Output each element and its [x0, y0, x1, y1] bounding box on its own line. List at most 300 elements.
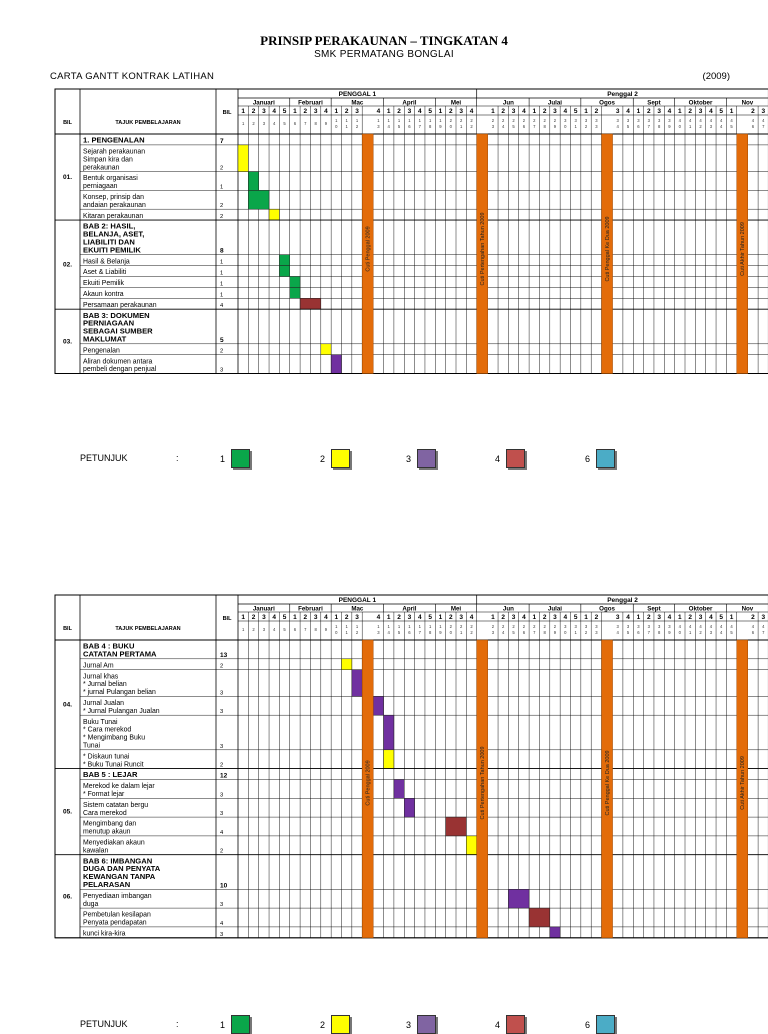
schedule-bar [404, 798, 414, 817]
week-number: 1 [241, 108, 245, 115]
document-title: PRINSIP PERAKAUNAN – TINGKATAN 4 [260, 33, 508, 48]
week-number: 4 [417, 108, 422, 115]
week-seq-ones: 6 [522, 630, 526, 635]
schedule-bar [373, 696, 383, 715]
term-2-header: Penggal 2 [607, 597, 638, 604]
legend-number: 2 [320, 453, 326, 464]
schedule-bar [331, 355, 341, 374]
gantt-table-1 [0, 86, 768, 446]
week-number: 4 [563, 108, 568, 115]
week-seq-ones: 2 [355, 124, 359, 129]
week-seq-ones: 7 [418, 630, 421, 635]
legend-number: 4 [495, 1019, 501, 1030]
week-seq-ones: 3 [377, 630, 380, 635]
week-seq-ones: 7 [762, 124, 765, 129]
week-seq-tens: 1 [397, 118, 401, 123]
week-seq-tens: 4 [762, 624, 765, 629]
table-border [55, 595, 768, 938]
week-number: 5 [282, 108, 287, 115]
week-seq: 3 [262, 627, 266, 632]
week-seq-ones: 3 [709, 124, 713, 129]
hours-value: 1 [220, 292, 224, 299]
week-seq-ones: 1 [460, 124, 463, 129]
legend-number: 2 [320, 1019, 326, 1030]
week-number: 2 [501, 614, 506, 621]
week-seq-tens: 2 [522, 624, 526, 629]
week-seq-tens: 3 [584, 118, 588, 123]
schedule-bar [300, 298, 321, 309]
week-seq-ones: 8 [543, 630, 546, 635]
week-seq-ones: 2 [470, 124, 473, 129]
legend-swatch [417, 449, 436, 468]
week-number: 1 [334, 614, 339, 621]
group-number: 04. [62, 701, 73, 709]
week-seq: 2 [252, 121, 255, 126]
month-label: Oktober [688, 99, 713, 107]
week-number: 4 [667, 614, 672, 621]
month-label: Januari [252, 99, 275, 107]
hours-value: 4 [220, 920, 224, 927]
subtopic-title: * jurnal Pulangan belian [83, 689, 156, 697]
week-number: 3 [553, 614, 557, 621]
week-number: 5 [428, 614, 432, 621]
week-seq: 3 [262, 121, 266, 126]
week-seq: 4 [273, 627, 276, 632]
topic-heading: BAB 5 : LEJAR [83, 770, 138, 780]
month-label: Sept [647, 605, 661, 613]
week-number: 3 [313, 614, 318, 621]
week-seq-tens: 2 [449, 118, 452, 123]
subtopic-title: menutup akaun [83, 828, 131, 836]
legend-item [320, 1015, 350, 1034]
week-number: 3 [657, 614, 661, 621]
week-number: 1 [636, 108, 641, 115]
week-number: 2 [303, 108, 308, 115]
week-seq-ones: 6 [522, 124, 526, 129]
week-seq-tens: 2 [502, 624, 505, 629]
week-number: 2 [251, 108, 256, 115]
week-number: 4 [522, 108, 526, 115]
week-seq-tens: 3 [584, 624, 588, 629]
week-seq-tens: 4 [709, 118, 713, 123]
legend-swatch [331, 1015, 350, 1034]
week-seq-tens: 1 [387, 624, 390, 629]
week-seq-tens: 2 [460, 624, 463, 629]
week-seq-ones: 6 [751, 124, 755, 129]
week-seq-ones: 8 [657, 124, 661, 129]
week-seq-ones: 5 [730, 124, 733, 129]
week-number: 1 [532, 614, 537, 621]
hours-value: 1 [220, 259, 224, 266]
topic-heading: BAB 6: IMBANGAN [83, 856, 153, 866]
week-seq-ones: 7 [418, 124, 421, 129]
subtopic-title: Buku Tunai [83, 718, 118, 726]
topic-heading: DUGA DAN PENYATA [83, 864, 161, 874]
subtopic-title: duga [83, 900, 99, 908]
subtopic-title: * Cara merekod [83, 726, 132, 734]
week-seq: 5 [283, 121, 286, 126]
legend-number: 1 [220, 1019, 226, 1030]
week-number: 2 [646, 108, 651, 115]
legend-swatch [596, 449, 615, 468]
week-seq-ones: 3 [377, 124, 380, 129]
week-seq-tens: 2 [543, 624, 546, 629]
week-seq-ones: 0 [335, 630, 338, 635]
group-number: 01. [62, 174, 73, 182]
week-number: 1 [584, 108, 588, 115]
week-seq-tens: 2 [470, 624, 473, 629]
week-seq-tens: 3 [668, 624, 671, 629]
week-number: 3 [698, 108, 703, 115]
month-label: Julai [547, 99, 563, 107]
week-seq-tens: 2 [502, 118, 505, 123]
week-seq-ones: 4 [502, 630, 505, 635]
topic-heading: EKUITI PEMILIK [83, 245, 141, 255]
week-number: 4 [376, 108, 381, 115]
subtopic-title: Menyediakan akaun [83, 839, 145, 847]
subtopic-title: perniagaan [83, 183, 118, 191]
week-seq-ones: 2 [355, 630, 359, 635]
hours-value: 2 [220, 203, 224, 210]
week-seq-ones: 0 [564, 124, 567, 129]
hours-value: 1 [220, 184, 224, 191]
legend-item [585, 1015, 615, 1034]
week-number: 3 [313, 108, 318, 115]
week-seq-ones: 1 [345, 630, 348, 635]
week-number: 2 [594, 108, 599, 115]
holiday-label: Cuti Pertengahan Tahun 2009 [480, 212, 487, 286]
group-number: 06. [62, 893, 73, 901]
week-seq-ones: 9 [439, 630, 442, 635]
week-seq-ones: 8 [428, 124, 432, 129]
month-label: Ogos [599, 99, 615, 107]
week-number: 3 [355, 614, 359, 621]
week-number: 2 [751, 614, 755, 621]
week-seq-ones: 5 [626, 630, 630, 635]
week-seq-tens: 4 [689, 624, 692, 629]
col-bil-minggu: BIL [222, 110, 232, 116]
subtopic-title: * Jurnal belian [83, 681, 127, 689]
week-seq: 8 [314, 627, 317, 632]
subtopic-title: Simpan kira dan [83, 156, 133, 164]
month-label: April [402, 605, 417, 613]
week-seq-tens: 3 [564, 118, 567, 123]
month-label: Jun [502, 99, 514, 107]
subtopic-title: * Buku Tunai Runcit [83, 761, 144, 769]
hours-value: 2 [220, 214, 224, 221]
week-number: 1 [729, 614, 734, 621]
week-seq-ones: 1 [689, 124, 692, 129]
hours-value: 5 [220, 336, 224, 344]
group-number: 05. [62, 808, 73, 816]
holiday-label: Cuti Penggal Ke Dua 2009 [605, 750, 612, 816]
week-number: 4 [667, 108, 672, 115]
legend-item [495, 449, 525, 468]
hours-value: 2 [220, 165, 224, 172]
month-label: Mac [351, 605, 364, 613]
week-seq-ones: 7 [647, 630, 650, 635]
hours-value: 3 [220, 811, 224, 818]
schedule-bar [321, 344, 331, 355]
week-seq-tens: 3 [657, 118, 661, 123]
week-seq-ones: 2 [699, 124, 702, 129]
week-number: 3 [262, 108, 266, 115]
week-number: 4 [272, 614, 277, 621]
hours-value: 4 [220, 303, 224, 310]
week-seq-ones: 0 [449, 124, 452, 129]
week-seq-ones: 5 [512, 630, 515, 635]
col-tajuk: TAJUK PEMBELAJARAN [115, 626, 181, 632]
week-seq-ones: 4 [502, 124, 505, 129]
week-number: 4 [522, 614, 526, 621]
week-seq-ones: 4 [616, 124, 619, 129]
week-number: 1 [293, 108, 297, 115]
subtopic-title: kunci kira-kira [83, 930, 126, 938]
week-seq-ones: 5 [626, 124, 630, 129]
week-seq-ones: 6 [637, 630, 640, 635]
week-seq-tens: 3 [637, 118, 640, 123]
week-number: 2 [542, 108, 547, 115]
topic-heading: BAB 3: DOKUMEN [83, 310, 150, 320]
schedule-bar [384, 715, 394, 750]
week-seq-ones: 9 [439, 124, 442, 129]
week-number: 2 [449, 614, 453, 621]
week-seq-tens: 1 [335, 624, 338, 629]
schedule-bar [352, 670, 362, 697]
week-number: 1 [386, 108, 391, 115]
hours-value: 2 [220, 848, 224, 855]
week-number: 1 [584, 614, 588, 621]
week-seq-tens: 4 [730, 118, 733, 123]
week-number: 5 [573, 614, 578, 621]
week-seq-tens: 4 [730, 624, 733, 629]
week-number: 2 [688, 108, 692, 115]
legend-number: 6 [585, 1019, 591, 1030]
week-number: 5 [719, 614, 724, 621]
subtopic-title: Ekuiti Pemilik [83, 280, 124, 288]
week-number: 3 [511, 108, 516, 115]
legend-label: PETUNJUK [80, 1019, 128, 1029]
topic-heading: 1. PENGENALAN [83, 135, 145, 145]
week-seq-tens: 1 [418, 118, 421, 123]
hours-value: 3 [220, 931, 224, 938]
week-seq-tens: 1 [439, 624, 442, 629]
week-seq-tens: 1 [428, 624, 432, 629]
hours-value: 3 [220, 743, 224, 750]
week-number: 2 [542, 614, 547, 621]
subtopic-title: Sistem catatan bergu [83, 801, 149, 809]
week-seq-ones: 7 [533, 124, 536, 129]
week-number: 2 [344, 614, 349, 621]
week-seq-tens: 4 [699, 118, 702, 123]
week-seq-ones: 2 [584, 124, 588, 129]
week-seq-tens: 1 [335, 118, 338, 123]
schedule-bar [342, 659, 352, 670]
month-label: April [402, 99, 417, 107]
subtopic-title: Cara merekod [83, 809, 127, 817]
week-seq-ones: 9 [668, 630, 671, 635]
schedule-bar [238, 145, 248, 172]
week-number: 2 [646, 614, 651, 621]
week-number: 4 [626, 614, 630, 621]
schedule-bar [248, 190, 269, 209]
week-seq-tens: 4 [751, 624, 755, 629]
week-seq: 8 [314, 121, 317, 126]
legend-item [495, 1015, 525, 1034]
week-seq-ones: 5 [512, 124, 515, 129]
week-seq-tens: 2 [460, 118, 463, 123]
week-seq-tens: 3 [616, 118, 619, 123]
week-seq: 4 [273, 121, 276, 126]
week-number: 4 [324, 108, 328, 115]
week-seq-ones: 4 [616, 630, 619, 635]
week-number: 3 [553, 108, 557, 115]
legend-swatch [231, 1015, 250, 1034]
topic-heading: BELANJA, ASET, [83, 229, 145, 239]
week-number: 1 [678, 108, 682, 115]
week-number: 1 [386, 614, 391, 621]
subtopic-title: Penyata pendapatan [83, 919, 147, 927]
topic-heading: CATATAN PERTAMA [83, 649, 157, 659]
week-number: 3 [511, 614, 516, 621]
week-number: 4 [376, 614, 381, 621]
schedule-bar [279, 266, 289, 277]
week-number: 2 [251, 614, 256, 621]
week-seq-ones: 6 [408, 630, 411, 635]
legend-number: 3 [406, 1019, 412, 1030]
month-label: Nov [741, 99, 754, 107]
week-seq-ones: 4 [387, 630, 390, 635]
term-1-header: PENGGAL 1 [338, 597, 377, 604]
schedule-bar [508, 889, 529, 908]
topic-heading: BAB 2: HASIL, [83, 221, 136, 231]
topic-heading: MAKLUMAT [83, 334, 127, 344]
table-border [55, 89, 768, 374]
week-seq-ones: 6 [751, 630, 755, 635]
week-seq-tens: 1 [345, 118, 348, 123]
col-tajuk: TAJUK PEMBELAJARAN [115, 120, 181, 126]
week-seq-tens: 3 [647, 624, 650, 629]
week-seq-tens: 1 [345, 624, 348, 629]
month-label: Februari [298, 605, 323, 613]
schedule-bar [529, 908, 550, 927]
week-number: 3 [459, 614, 463, 621]
week-seq-tens: 1 [418, 624, 421, 629]
week-seq-tens: 2 [512, 118, 515, 123]
schedule-bar [279, 255, 289, 266]
week-seq-ones: 1 [574, 124, 577, 129]
legend-swatch [506, 449, 525, 468]
hours-value: 3 [220, 367, 224, 374]
legend-colon: : [176, 1019, 179, 1029]
week-seq-tens: 1 [377, 118, 380, 123]
week-seq: 6 [293, 627, 297, 632]
week-number: 4 [417, 614, 422, 621]
week-seq-tens: 1 [377, 624, 380, 629]
week-seq-ones: 0 [678, 124, 681, 129]
subtopic-title: Persamaan perakaunan [83, 301, 157, 309]
week-number: 2 [397, 108, 401, 115]
week-seq-tens: 3 [647, 118, 650, 123]
legend-swatch [506, 1015, 525, 1034]
week-number: 4 [709, 108, 713, 115]
col-bil: BIL [63, 120, 72, 126]
schedule-bar [290, 287, 300, 298]
week-seq-ones: 7 [762, 630, 765, 635]
subtopic-title: Aset & Liabiliti [83, 269, 127, 277]
week-seq-tens: 4 [689, 118, 692, 123]
week-seq-tens: 1 [408, 118, 411, 123]
week-seq-ones: 0 [335, 124, 338, 129]
subtopic-title: Bentuk organisasi [83, 175, 138, 183]
week-seq-ones: 1 [574, 630, 577, 635]
month-label: Mei [450, 99, 462, 107]
week-number: 3 [407, 108, 412, 115]
subtopic-title: * Diskaun tunai [83, 753, 130, 761]
week-seq-ones: 3 [595, 630, 598, 635]
gantt-table-2 [0, 592, 768, 1022]
week-number: 3 [615, 108, 620, 115]
subtopic-title: Sejarah perakaunan [83, 148, 146, 156]
week-seq-ones: 8 [543, 124, 546, 129]
week-seq-tens: 4 [720, 624, 723, 629]
week-number: 1 [678, 614, 682, 621]
subtopic-title: kawalan [83, 847, 109, 855]
week-seq-tens: 3 [626, 624, 630, 629]
legend-number: 4 [495, 453, 501, 464]
week-seq-ones: 2 [470, 630, 473, 635]
holiday-label: Cuti Akhir Tahun 2009 [740, 756, 747, 810]
month-label: Januari [252, 605, 275, 613]
subtopic-title: * Mengimbang Buku [83, 734, 146, 742]
subtopic-title: Konsep, prinsip dan [83, 194, 144, 201]
subtopic-title: Jurnal Jualan [83, 700, 124, 707]
week-seq-tens: 4 [678, 624, 681, 629]
schedule-bar [384, 750, 394, 769]
week-seq-ones: 9 [553, 630, 557, 635]
week-number: 4 [324, 614, 328, 621]
legend-swatch [331, 449, 350, 468]
week-seq: 9 [324, 627, 328, 632]
group-number: 02. [62, 261, 73, 269]
week-number: 2 [303, 614, 308, 621]
hours-value: 1 [220, 281, 224, 288]
week-number: 1 [729, 108, 734, 115]
week-number: 2 [688, 614, 692, 621]
week-number: 3 [355, 108, 359, 115]
hours-value: 2 [220, 348, 224, 355]
schedule-bar [466, 836, 476, 855]
legend-item [220, 449, 250, 468]
week-number: 3 [615, 614, 620, 621]
week-seq-tens: 2 [533, 624, 536, 629]
week-seq: 9 [324, 121, 328, 126]
term-1-header: PENGGAL 1 [338, 91, 377, 98]
week-seq-tens: 2 [491, 624, 495, 629]
week-number: 2 [501, 108, 506, 115]
week-number: 3 [459, 108, 463, 115]
schedule-bar [269, 209, 279, 220]
week-number: 3 [657, 108, 661, 115]
week-seq-ones: 8 [428, 630, 432, 635]
week-number: 4 [469, 108, 474, 115]
week-number: 5 [282, 614, 287, 621]
subtopic-title: Penyediaan imbangan [83, 892, 152, 900]
col-bil: BIL [63, 626, 72, 632]
week-number: 1 [491, 614, 495, 621]
week-number: 5 [719, 108, 724, 115]
week-seq-tens: 3 [574, 624, 577, 629]
